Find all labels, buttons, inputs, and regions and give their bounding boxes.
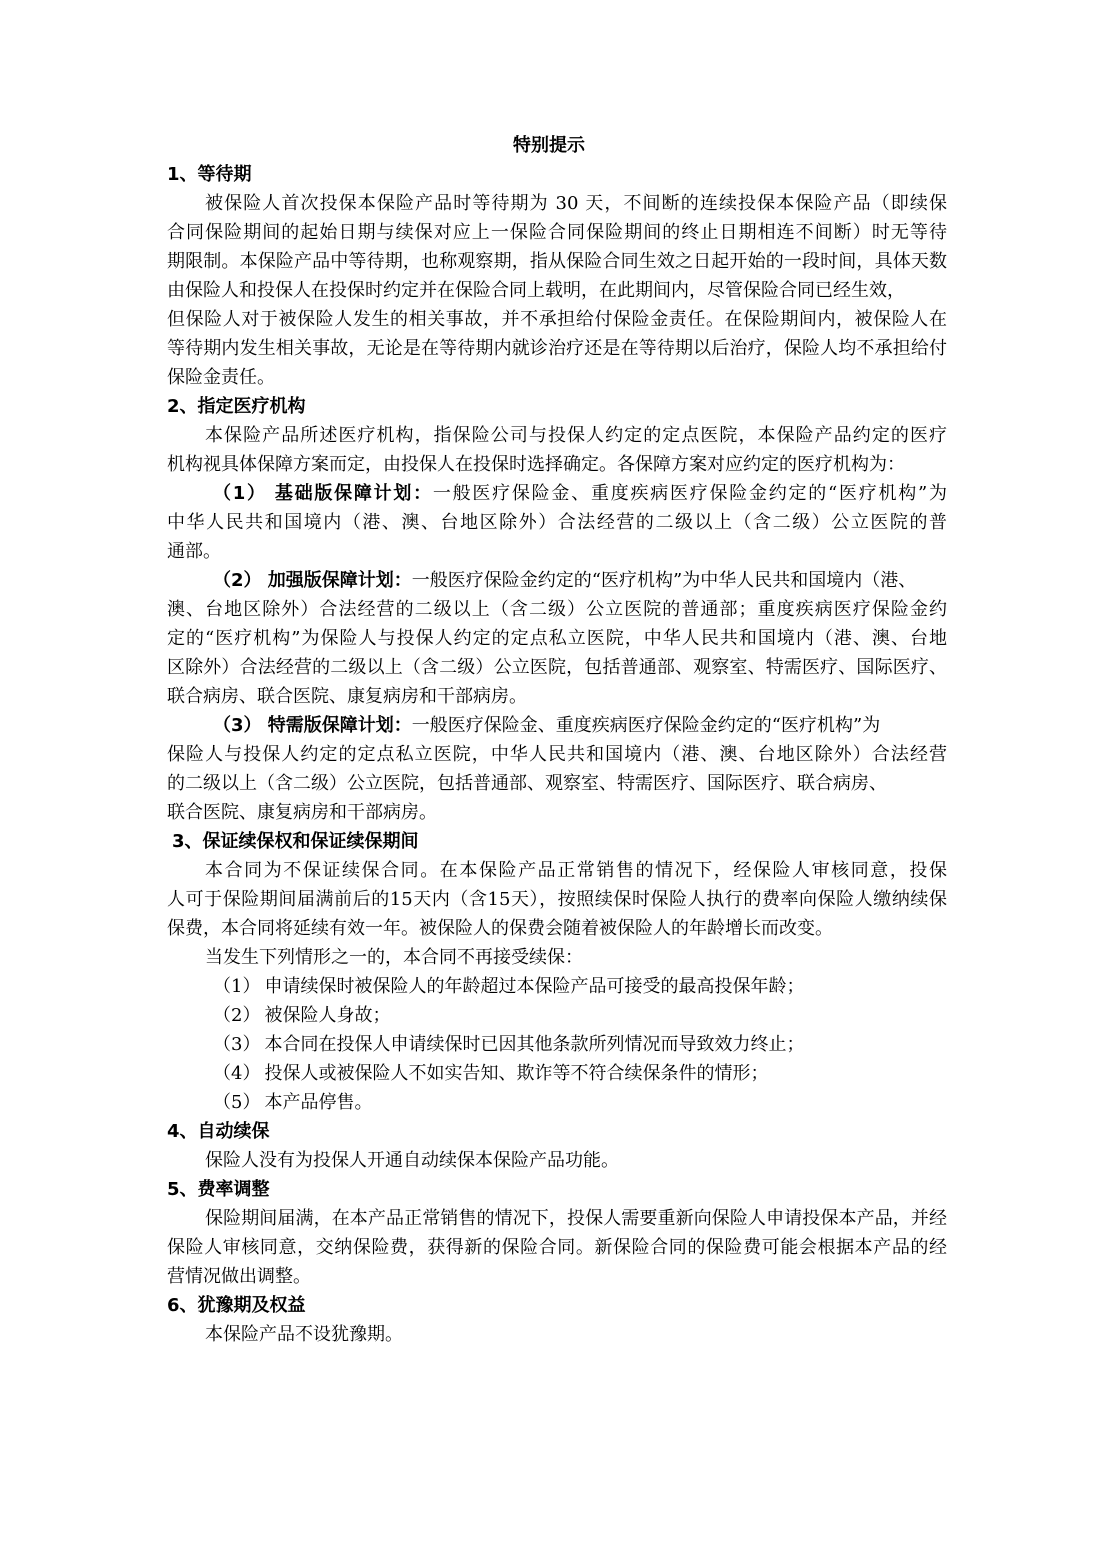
paragraph-line: 本合同为不保证续保合同。在本保险产品正常销售的情况下，经保险人审核同意，投保 <box>205 860 947 881</box>
condition-item <box>167 972 947 1001</box>
section-heading: 4、自动续保 <box>167 1121 270 1142</box>
paragraph-line: 营情况做出调整。 <box>167 1266 311 1287</box>
paragraph-line: 通部。 <box>167 541 221 562</box>
paragraph-line: 保险期间届满，在本产品正常销售的情况下，投保人需要重新向保险人申请投保本产品，并经 <box>205 1208 947 1229</box>
paragraph-line: 等待期内发生相关事故，无论是在等待期内就诊治疗还是在等待期以后治疗，保险人均不承担给付 <box>167 338 947 359</box>
condition-item <box>167 1059 947 1088</box>
paragraph-line: 的二级以上（含二级）公立医院，包括普通部、观察室、特需医疗、国际医疗、联合病房、 <box>167 773 887 794</box>
paragraph <box>167 1320 947 1349</box>
paragraph-line: 期限制。本保险产品中等待期，也称观察期，指从保险合同生效之日起开始的一段时间，具体天数 <box>167 251 947 272</box>
paragraph <box>167 943 947 972</box>
paragraph <box>167 1146 947 1175</box>
paragraph-line: 保险人与投保人约定的定点私立医院，中华人民共和国境内（港、澳、台地区除外）合法经营 <box>167 744 947 765</box>
condition-text: 本产品停售。 <box>264 1092 373 1113</box>
condition-item <box>167 1001 947 1030</box>
section-guaranteed-renewal <box>167 827 947 1117</box>
plan-label: （2） 加强版保障计划： <box>213 570 412 591</box>
plan-enhanced <box>167 566 947 711</box>
paragraph <box>167 421 947 479</box>
paragraph-line: 但保险人对于被保险人发生的相关事故，并不承担给付保险金责任。在保险期间内，被保险人在 <box>167 309 947 330</box>
section-designated-medical-institutions <box>167 392 947 827</box>
paragraph-line: 由保险人和投保人在投保时约定并在保险合同上载明，在此期间内，尽管保险合同已经生效， <box>167 280 905 301</box>
paragraph <box>167 856 947 943</box>
paragraph-line: 澳、台地区除外）合法经营的二级以上（含二级）公立医院的普通部；重度疾病医疗保险金约 <box>167 599 947 620</box>
condition-item <box>167 1030 947 1059</box>
section-rate-adjustment <box>167 1175 947 1291</box>
plan-premium <box>167 711 947 827</box>
plan-first-line <box>167 566 947 595</box>
page-title: 特别提示 <box>513 135 585 156</box>
plan-first-line <box>167 711 947 740</box>
paragraph-line: 本保险产品所述医疗机构，指保险公司与投保人约定的定点医院，本保险产品约定的医疗 <box>205 425 947 446</box>
paragraph-line: 保险人审核同意，交纳保险费，获得新的保险合同。新保险合同的保险费可能会根据本产品的经 <box>167 1237 947 1258</box>
plan-first-line <box>167 479 947 508</box>
plan-text: 一般医疗保险金、重度疾病医疗保险金约定的“医疗机构”为 <box>432 483 947 504</box>
plan-text: 一般医疗保险金约定的“医疗机构”为中华人民共和国境内（港、 <box>411 570 917 591</box>
section-heading: 2、指定医疗机构 <box>167 396 306 417</box>
paragraph-line: 本保险产品不设犹豫期。 <box>205 1324 403 1345</box>
paragraph-line: 机构视具体保障方案而定，由投保人在投保时选择确定。各保障方案对应约定的医疗机构为： <box>167 454 905 475</box>
condition-list <box>167 972 947 1117</box>
paragraph-line: 区除外）合法经营的二级以上（含二级）公立医院，包括普通部、观察室、特需医疗、国际医疗、 <box>167 657 947 678</box>
section-heading: 5、费率调整 <box>167 1179 270 1200</box>
condition-item <box>167 1088 947 1117</box>
document-body <box>167 131 947 1349</box>
plan-label: （1） 基础版保障计划： <box>213 483 433 504</box>
section-cooling-off-period <box>167 1291 947 1349</box>
section-heading: 1、等待期 <box>167 164 252 185</box>
plan-basic <box>167 479 947 566</box>
paragraph <box>167 189 947 392</box>
paragraph-line: 保险人没有为投保人开通自动续保本保险产品功能。 <box>205 1150 619 1171</box>
condition-text: 申请续保时被保险人的年龄超过本保险产品可接受的最高投保年龄； <box>264 976 805 997</box>
paragraph-line: 当发生下列情形之一的，本合同不再接受续保： <box>205 947 583 968</box>
condition-text: 本合同在投保人申请续保时已因其他条款所列情况而导致效力终止； <box>264 1034 805 1055</box>
paragraph-line: 中华人民共和国境内（港、澳、台地区除外）合法经营的二级以上（含二级）公立医院的普 <box>167 512 947 533</box>
condition-number: （2） <box>213 1005 261 1026</box>
paragraph-line: 联合医院、康复病房和干部病房。 <box>167 802 437 823</box>
condition-number: （3） <box>213 1034 261 1055</box>
paragraph-line: 被保险人首次投保本保险产品时等待期为 30 天，不间断的连续投保本保险产品（即续保 <box>205 193 947 214</box>
paragraph-line: 人可于保险期间届满前后的15天内（含15天），按照续保时保险人执行的费率向保险人缴纳续保 <box>167 889 947 910</box>
section-waiting-period <box>167 160 947 392</box>
paragraph-line: 保费，本合同将延续有效一年。被保险人的保费会随着被保险人的年龄增长而改变。 <box>167 918 833 939</box>
paragraph-line: 定的“医疗机构”为保险人与投保人约定的定点私立医院，中华人民共和国境内（港、澳、台地 <box>167 628 947 649</box>
plan-text: 一般医疗保险金、重度疾病医疗保险金约定的“医疗机构”为 <box>411 715 881 736</box>
section-auto-renewal <box>167 1117 947 1175</box>
plan-label: （3） 特需版保障计划： <box>213 715 412 736</box>
paragraph-line: 保险金责任。 <box>167 367 275 388</box>
section-heading: 3、保证续保权和保证续保期间 <box>172 831 419 852</box>
paragraph-line: 联合病房、联合医院、康复病房和干部病房。 <box>167 686 527 707</box>
condition-number: （5） <box>213 1092 261 1113</box>
condition-text: 被保险人身故； <box>264 1005 391 1026</box>
section-heading: 6、犹豫期及权益 <box>167 1295 306 1316</box>
condition-text: 投保人或被保险人不如实告知、欺诈等不符合续保条件的情形； <box>264 1063 769 1084</box>
condition-number: （4） <box>213 1063 261 1084</box>
paragraph-line: 合同保险期间的起始日期与续保对应上一保险合同保险期间的终止日期相连不间断）时无等待 <box>167 222 947 243</box>
paragraph <box>167 1204 947 1291</box>
condition-number: （1） <box>213 976 261 997</box>
